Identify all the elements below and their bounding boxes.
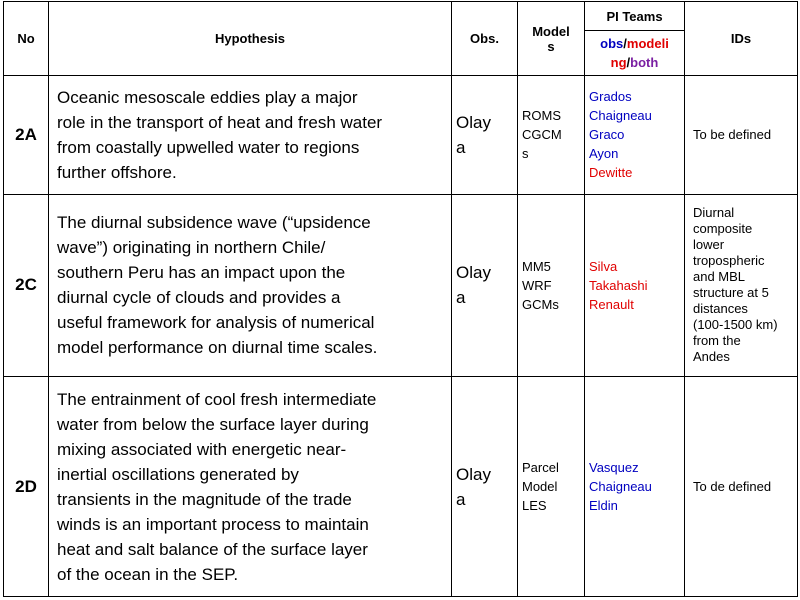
pi-teams-cell — [585, 76, 685, 194]
pi-name: Eldin — [589, 498, 618, 514]
ids-line: lower — [693, 237, 725, 253]
ids-cell — [685, 377, 798, 597]
ids-line: Andes — [693, 349, 730, 365]
model-line: MM5 — [522, 258, 551, 274]
obs-line: Olay — [456, 464, 491, 484]
models-cell — [518, 76, 585, 194]
hypothesis-line: southern Peru has an impact upon the — [57, 263, 346, 283]
hypothesis-line: diurnal cycle of clouds and provides a — [57, 288, 341, 308]
model-line: Parcel — [522, 460, 559, 476]
legend-sep-2: / — [626, 55, 631, 71]
model-line: ROMS — [522, 108, 561, 124]
header-hypothesis: Hypothesis — [49, 2, 452, 76]
header-obs: Obs. — [452, 2, 518, 76]
obs-cell — [452, 76, 518, 194]
hypothesis-cell — [49, 377, 452, 597]
legend-modeling-2: ng — [610, 55, 627, 71]
hypothesis-line: model performance on diurnal time scales. — [57, 338, 378, 358]
hypothesis-line: Oceanic mesoscale eddies play a major — [57, 87, 358, 107]
pi-name: Graco — [589, 127, 625, 143]
pi-name: Grados — [589, 89, 632, 105]
ids-line: tropospheric — [693, 253, 765, 269]
row-id: 2C — [4, 194, 49, 377]
ids-line: distances — [693, 301, 748, 317]
ids-line: structure at 5 — [693, 285, 769, 301]
ids-line: To be defined — [693, 126, 772, 142]
hypothesis-line: wave”) originating in northern Chile/ — [57, 238, 326, 258]
legend-both: both — [630, 55, 659, 71]
header-row — [4, 2, 798, 31]
hypothesis-line: heat and salt balance of the surface layer — [57, 539, 368, 559]
hypothesis-table — [3, 1, 798, 597]
row-id: 2D — [4, 377, 49, 597]
table-row — [4, 76, 798, 194]
model-line: LES — [522, 498, 547, 514]
pi-name: Vasquez — [589, 460, 639, 476]
ids-line: composite — [693, 221, 753, 237]
ids-cell — [685, 194, 798, 377]
hypothesis-line: winds is an important process to maintain — [57, 514, 369, 534]
ids-line: and MBL — [693, 269, 746, 285]
models-cell — [518, 377, 585, 597]
pi-name: Dewitte — [589, 165, 633, 181]
hypothesis-line: mixing associated with energetic near- — [57, 439, 347, 459]
table-row — [4, 194, 798, 377]
row-id: 2A — [4, 76, 49, 194]
obs-line: Olay — [456, 263, 491, 283]
hypothesis-line: of the ocean in the SEP. — [57, 564, 239, 584]
hypothesis-line: further offshore. — [57, 162, 177, 182]
ids-line: To de defined — [693, 478, 772, 494]
model-line: s — [522, 146, 529, 162]
hypothesis-line: from coastally upwelled water to regions — [57, 137, 360, 157]
legend-obs: obs — [600, 36, 624, 52]
hypothesis-line: The entrainment of cool fresh intermediate — [57, 389, 377, 409]
model-line: WRF — [522, 277, 552, 293]
pi-name: Takahashi — [589, 277, 648, 293]
pi-name: Chaigneau — [589, 108, 652, 124]
obs-line: a — [456, 489, 466, 509]
header-models-line-1: Model — [532, 23, 570, 39]
pi-teams-cell — [585, 194, 685, 377]
hypothesis-line: useful framework for analysis of numerical — [57, 313, 375, 333]
header-no: No — [4, 2, 49, 76]
legend-modeling-1: modeli — [626, 36, 669, 52]
pi-name: Ayon — [589, 146, 619, 162]
pi-name: Renault — [589, 296, 634, 312]
pi-name: Chaigneau — [589, 479, 652, 495]
model-line: Model — [522, 479, 558, 495]
pi-teams-cell — [585, 377, 685, 597]
hypothesis-line: water from below the surface layer during — [57, 414, 369, 434]
ids-line: Diurnal — [693, 205, 735, 221]
legend-sep-1: / — [623, 36, 627, 52]
obs-line: a — [456, 137, 466, 157]
models-cell — [518, 194, 585, 377]
hypothesis-line: role in the transport of heat and fresh water — [57, 112, 383, 132]
obs-cell — [452, 377, 518, 597]
header-pi-teams: PI Teams — [585, 2, 685, 31]
obs-cell — [452, 194, 518, 377]
model-line: CGCM — [522, 127, 562, 143]
hypothesis-line: The diurnal subsidence wave (“upsidence — [57, 213, 371, 233]
hypothesis-cell — [49, 76, 452, 194]
hypothesis-cell — [49, 194, 452, 377]
header-ids: IDs — [685, 2, 798, 76]
obs-line: a — [456, 288, 466, 308]
model-line: GCMs — [522, 296, 559, 312]
header-models — [518, 2, 585, 76]
hypothesis-line: inertial oscillations generated by — [57, 464, 299, 484]
header-models-line-2: s — [547, 38, 555, 54]
pi-name: Silva — [589, 258, 618, 274]
table-row — [4, 377, 798, 597]
ids-line: from the — [693, 333, 741, 349]
ids-line: (100-1500 km) — [693, 317, 778, 333]
ids-cell — [685, 76, 798, 194]
hypothesis-line: transients in the magnitude of the trade — [57, 489, 352, 509]
hypothesis-table-container — [3, 1, 797, 597]
pi-legend — [585, 34, 684, 72]
obs-line: Olay — [456, 112, 491, 132]
pi-legend-cell — [585, 31, 685, 76]
